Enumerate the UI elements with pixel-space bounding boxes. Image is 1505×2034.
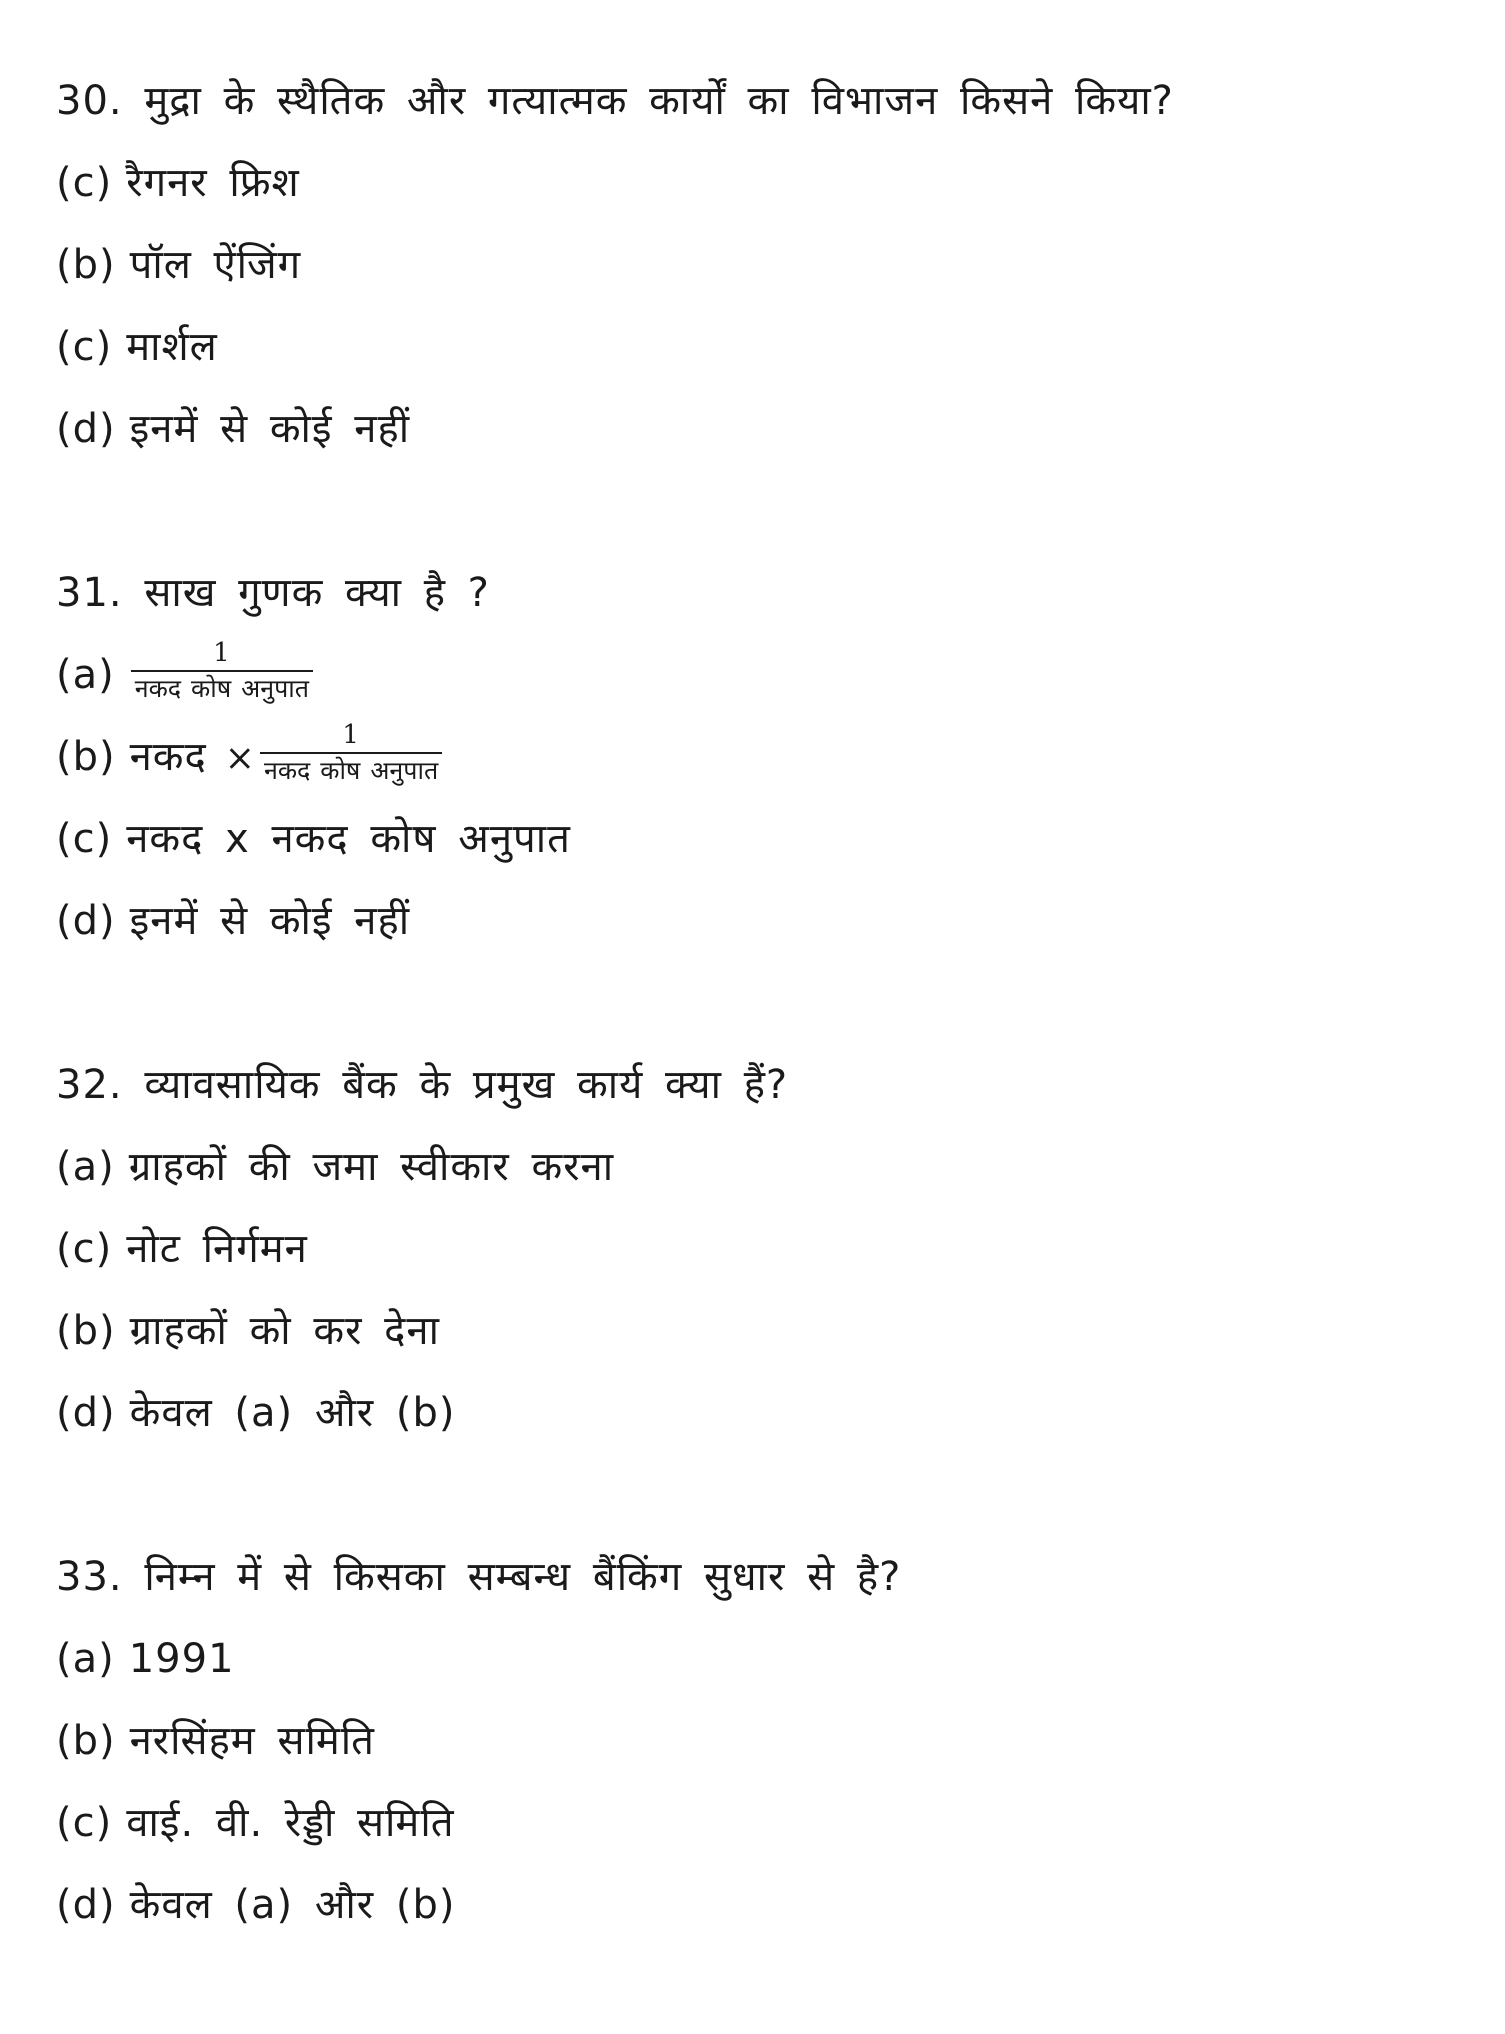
question-sheet	[56, 60, 1456, 2028]
option	[56, 1864, 1456, 1946]
option-label: (c)	[56, 816, 113, 862]
question-text: 30. मुद्रा के स्थैतिक और गत्यात्मक कार्यों का विभाजन किसने किया?	[56, 78, 1174, 124]
option-label: (c)	[56, 1800, 113, 1846]
option-label: (c)	[56, 324, 113, 370]
option-text: केवल (a) और (b)	[129, 1882, 456, 1928]
option-label: (d)	[56, 1390, 116, 1436]
option	[56, 880, 1456, 962]
question-33	[56, 1536, 1456, 1946]
option-text: नरसिंहम समिति	[129, 1718, 375, 1764]
option-label: (a)	[56, 1636, 115, 1682]
option-text: नकद	[129, 734, 207, 780]
option	[56, 306, 1456, 388]
option-label: (c)	[56, 160, 113, 206]
option	[56, 1700, 1456, 1782]
option	[56, 224, 1456, 306]
option-text: नकद x नकद कोष अनुपात	[126, 816, 571, 862]
option-label: (a)	[56, 1144, 115, 1190]
option-text: वाई. वी. रेड्डी समिति	[126, 1800, 455, 1846]
fraction-numerator: 1	[342, 720, 360, 750]
option	[56, 1126, 1456, 1208]
fraction-numerator: 1	[213, 638, 231, 668]
option	[56, 716, 1456, 798]
option-label: (b)	[56, 242, 116, 288]
option-label: (d)	[56, 1882, 116, 1928]
option-text: इनमें से कोई नहीं	[129, 898, 411, 944]
option-text: केवल (a) और (b)	[129, 1390, 456, 1436]
option-text: 1991	[128, 1636, 235, 1682]
fraction	[131, 638, 313, 704]
option-label: (b)	[56, 1718, 116, 1764]
option-text: रैगनर फ्रिश	[126, 160, 300, 206]
fraction	[260, 720, 442, 786]
question-text: 32. व्यावसायिक बैंक के प्रमुख कार्य क्या हैं?	[56, 1062, 789, 1108]
option-text: ग्राहकों की जमा स्वीकार करना	[128, 1144, 615, 1190]
option-text: नोट निर्गमन	[126, 1226, 308, 1272]
question-text: 31. साख गुणक क्या है ?	[56, 570, 490, 616]
option	[56, 1290, 1456, 1372]
question-32	[56, 1044, 1456, 1454]
option-label: (c)	[56, 1226, 113, 1272]
multiply-sign: ×	[224, 738, 256, 779]
option	[56, 1372, 1456, 1454]
option	[56, 1208, 1456, 1290]
option-label: (d)	[56, 898, 116, 944]
fraction-denominator: नकद कोष अनुपात	[260, 752, 442, 786]
question-31	[56, 552, 1456, 962]
fraction-denominator: नकद कोष अनुपात	[131, 670, 313, 704]
option-label: (d)	[56, 406, 116, 452]
option	[56, 1782, 1456, 1864]
option	[56, 142, 1456, 224]
option-text: ग्राहकों को कर देना	[129, 1308, 440, 1354]
question-30	[56, 60, 1456, 470]
option	[56, 798, 1456, 880]
option-text: पॉल ऐंजिंग	[129, 242, 302, 288]
option-label: (b)	[56, 1308, 116, 1354]
option	[56, 634, 1456, 716]
option-text: मार्शल	[126, 324, 218, 370]
option	[56, 388, 1456, 470]
question-text: 33. निम्न में से किसका सम्बन्ध बैंकिंग सुधार से है?	[56, 1554, 902, 1600]
option-label: (b)	[56, 734, 116, 780]
option	[56, 1618, 1456, 1700]
option-label: (a)	[56, 652, 115, 698]
option-text: इनमें से कोई नहीं	[129, 406, 411, 452]
